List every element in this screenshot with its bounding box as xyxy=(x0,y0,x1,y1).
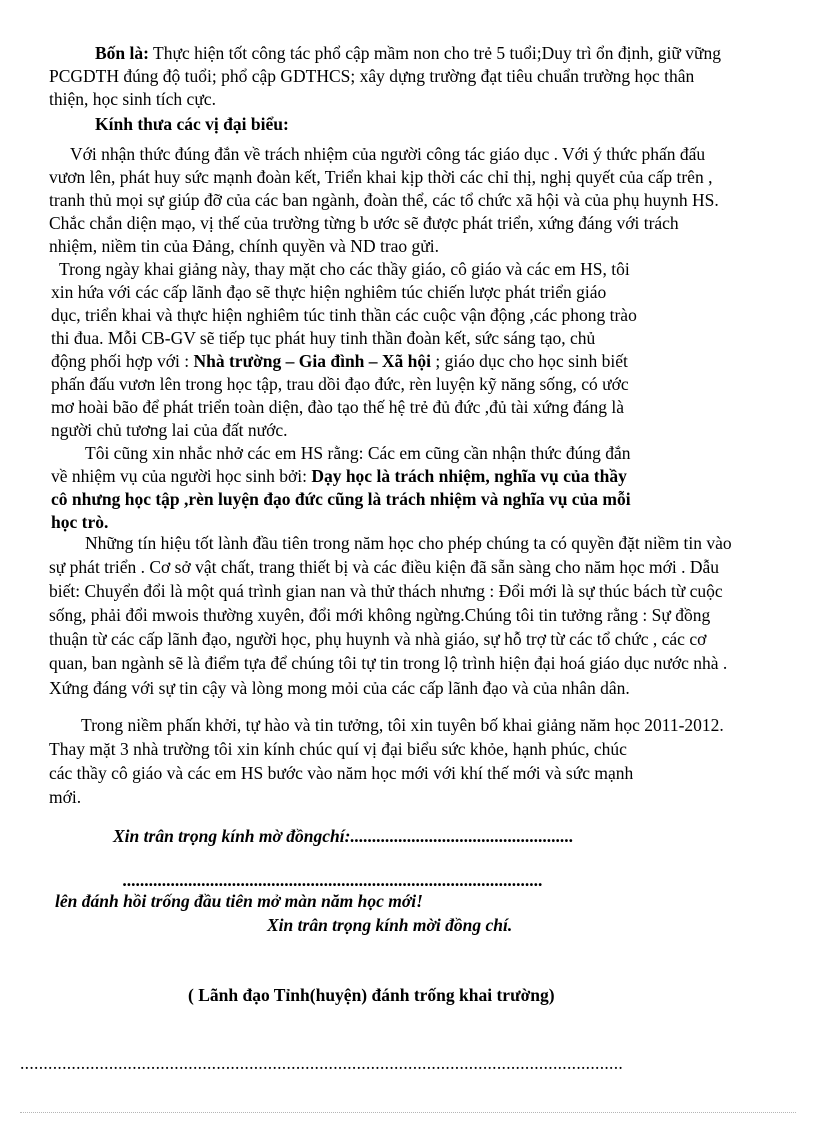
drum-note: ( Lãnh đạo Tỉnh(huyện) đánh trống khai trường) xyxy=(188,985,555,1005)
paragraph-4-label: Bốn là: xyxy=(95,43,149,63)
page-bottom-divider xyxy=(20,1112,796,1113)
family-school-society-emphasis: Nhà trường – Gia đình – Xã hội xyxy=(193,351,432,371)
reminder-line-2-pre: về nhiệm vụ của người học sinh bởi: xyxy=(51,466,312,486)
closing-dotted-line: ................................................................................................................................. xyxy=(20,1053,624,1073)
paragraph-4-line-2: PCGDTH đúng độ tuổi; phổ cập GDTHCS; xây dựng trường đạt tiêu chuẩn trường học thân xyxy=(49,66,695,86)
promise-line-4: thi đua. Mỗi CB-GV sẽ tiếp tục phát huy tinh thần đoàn kết, sức sáng tạo, chủ xyxy=(51,328,596,348)
paragraph-4-line-3: thiện, học sinh tích cực. xyxy=(49,89,216,109)
paragraph-4-line-1 xyxy=(95,42,721,65)
promise-line-7: mơ hoài bão để phát triển toàn diện, đào tạo thế hệ trẻ đủ đức ,đủ tài xứng đáng là xyxy=(51,397,624,417)
declaration-line-1: Trong niềm phấn khởi, tự hào và tin tưởng, tôi xin tuyên bố khai giảng năm học 2011-2012. xyxy=(81,715,724,735)
declaration-line-3: các thầy cô giáo và các em HS bước vào năm học mới với khí thế mới và sức mạnh xyxy=(49,763,634,783)
awareness-line-3: tranh thủ mọi sự giúp đỡ của các ban ngành, đoàn thể, các tổ chức xã hội và của phụ huynh HS. xyxy=(49,190,719,210)
signals-line-6: quan, ban ngành sẽ là điểm tựa để chúng tôi tự tin trong lộ trình hiện đại hoá giáo dục nước nhà . xyxy=(49,653,728,673)
promise-line-2: xin hứa với các cấp lãnh đạo sẽ thực hiện nghiêm túc chiến lược phát triển giáo xyxy=(51,282,607,302)
invitation-line-1: Xin trân trọng kính mờ đồngchí:................................................... xyxy=(113,826,574,846)
promise-line-1: Trong ngày khai giảng này, thay mặt cho các thầy giáo, cô giáo và các em HS, tôi xyxy=(59,259,630,279)
signals-line-3: biết: Chuyển đổi là một quá trình gian nan và thử thách nhưng : Đổi mới là sự thúc bách từ cuộc xyxy=(49,581,723,601)
invitation-line-3: lên đánh hồi trống đầu tiên mở màn năm học mới! xyxy=(55,891,423,911)
paragraph-4-text: Thực hiện tốt công tác phổ cập mầm non cho trẻ 5 tuổi;Duy trì ổn định, giữ vững xyxy=(148,43,721,63)
promise-line-5 xyxy=(51,350,628,373)
promise-line-5-pre: động phối hợp với : xyxy=(51,351,194,371)
reminder-line-1: Tôi cũng xin nhắc nhở các em HS rằng: Các em cũng cần nhận thức đúng đắn xyxy=(85,443,631,463)
signals-line-2: sự phát triển . Cơ sở vật chất, trang thiết bị và các điều kiện đã sẵn sàng cho năm học mới . Dẫu xyxy=(49,557,719,577)
promise-line-8: người chủ tương lai của đất nước. xyxy=(51,420,288,440)
awareness-line-4: Chắc chắn diện mạo, vị thế của trường từng b ước sẽ được phát triển, xứng đáng với trách xyxy=(49,213,679,233)
awareness-line-1: Với nhận thức đúng đắn về trách nhiệm của người công tác giáo dục . Với ý thức phấn đấu xyxy=(70,144,706,164)
reminder-emphasis-start: Dạy học là trách nhiệm, nghĩa vụ của thầy xyxy=(311,466,627,486)
reminder-line-4: học trò. xyxy=(51,512,109,532)
promise-line-5-post: ; giáo dục cho học sinh biết xyxy=(431,351,628,371)
signals-line-7: Xứng đáng với sự tin cậy và lòng mong mỏi của các cấp lãnh đạo và của nhân dân. xyxy=(49,678,630,698)
reminder-line-3: cô nhưng học tập ,rèn luyện đạo đức cũng là trách nhiệm và nghĩa vụ của mỗi xyxy=(51,489,631,509)
signals-line-1: Những tín hiệu tốt lành đầu tiên trong năm học cho phép chúng ta có quyền đặt niềm tin vào xyxy=(85,533,732,553)
declaration-line-4: mới. xyxy=(49,787,82,807)
promise-line-6: phấn đấu vươn lên trong học tập, trau dồi đạo đức, rèn luyện kỹ năng sống, có ước xyxy=(51,374,629,394)
greeting: Kính thưa các vị đại biểu: xyxy=(95,114,289,134)
invitation-line-4: Xin trân trọng kính mời đồng chí. xyxy=(267,915,513,935)
awareness-line-2: vươn lên, phát huy sức mạnh đoàn kết, Triển khai kịp thời các chỉ thị, nghị quyết của cấp trên , xyxy=(49,167,713,187)
awareness-line-5: nhiệm, niềm tin của Đảng, chính quyền và ND trao gửi. xyxy=(49,236,440,256)
reminder-line-2 xyxy=(51,465,627,488)
declaration-line-2: Thay mặt 3 nhà trường tôi xin kính chúc quí vị đại biểu sức khỏe, hạnh phúc, chúc xyxy=(49,739,627,759)
signals-line-4: sống, phải đổi mwois thường xuyên, đổi mới không ngừng.Chúng tôi tin tưởng rằng : Sự đồng xyxy=(49,605,711,625)
invitation-line-2: ................................................................................................ xyxy=(123,870,543,890)
signals-line-5: thuận từ các cấp lãnh đạo, người học, phụ huynh và nhà giáo, sự hỗ trợ từ các tổ chức , các cơ xyxy=(49,629,707,649)
promise-line-3: dục, triển khai và thực hiện nghiêm túc tinh thần các cuộc vận động ,các phong trào xyxy=(51,305,637,325)
